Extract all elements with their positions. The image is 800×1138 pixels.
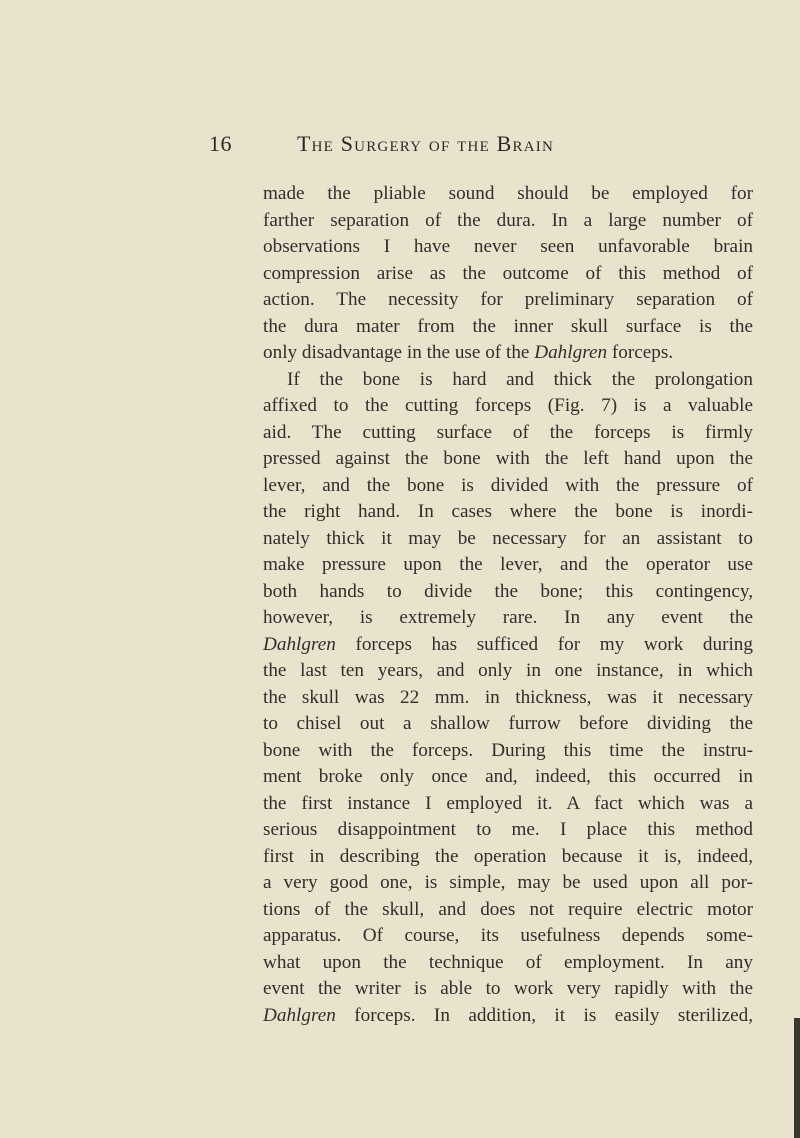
text-line <box>263 950 753 977</box>
text-segment: however, is extremely rare. In any event the <box>263 607 753 628</box>
text-segment: apparatus. Of course, its usefulness depends some- <box>263 925 753 946</box>
body-text <box>263 181 753 1029</box>
text-line <box>263 632 753 659</box>
text-line <box>263 208 753 235</box>
text-segment: affixed to the cutting forceps (Fig. 7) is a valuable <box>263 395 753 416</box>
text-segment: forceps. In addition, it is easily sterilized, <box>335 1004 753 1026</box>
text-line <box>263 393 753 420</box>
running-title: The Surgery of the Brain <box>297 131 554 156</box>
text-segment: aid. The cutting surface of the forceps is firmly <box>263 421 753 443</box>
text-line <box>263 976 753 1003</box>
text-line <box>263 579 753 606</box>
text-line <box>263 870 753 897</box>
text-segment: the last ten years, and only in one instance, in which <box>263 660 753 681</box>
text-line <box>263 605 753 632</box>
text-segment: what upon the technique of employment. In any <box>263 951 753 973</box>
text-line <box>263 844 753 871</box>
text-line <box>263 287 753 314</box>
text-line <box>263 446 753 473</box>
text-line <box>263 764 753 791</box>
text-line <box>263 817 753 844</box>
italic-text: Dahlgren <box>263 1004 336 1026</box>
text-segment: both hands to divide the bone; this contingency, <box>263 580 753 602</box>
page-edge-shadow <box>794 1018 800 1138</box>
text-segment: ment broke only once and, indeed, this occurred in <box>263 766 753 787</box>
text-segment: serious disappointment to me. I place this method <box>263 819 753 840</box>
text-line <box>263 181 753 208</box>
text-line <box>263 923 753 950</box>
text-segment: nately thick it may be necessary for an assistant to <box>263 527 753 549</box>
text-line <box>263 526 753 553</box>
text-segment: observations I have never seen unfavorable brain <box>263 236 753 257</box>
text-line <box>263 340 753 367</box>
text-segment: action. The necessity for preliminary separation of <box>263 289 753 310</box>
text-segment: first in describing the operation because it is, indeed, <box>263 845 753 867</box>
text-segment: lever, and the bone is divided with the pressure of <box>263 474 753 496</box>
text-line <box>263 897 753 924</box>
text-line <box>263 738 753 765</box>
text-line <box>263 552 753 579</box>
text-line <box>263 261 753 288</box>
text-segment: the dura mater from the inner skull surface is the <box>263 315 753 337</box>
text-line <box>263 314 753 341</box>
running-header <box>209 131 739 163</box>
text-line <box>263 473 753 500</box>
text-line <box>263 685 753 712</box>
text-segment: pressed against the bone with the left hand upon the <box>263 448 753 469</box>
text-segment: only disadvantage in the use of the <box>263 342 535 363</box>
italic-text: Dahlgren <box>534 342 608 363</box>
text-line <box>263 791 753 818</box>
text-segment: farther separation of the dura. In a large number of <box>263 209 753 231</box>
text-segment: make pressure upon the lever, and the operator use <box>263 554 753 575</box>
text-segment: If the bone is hard and thick the prolongation <box>287 368 753 390</box>
text-segment: event the writer is able to work very rapidly with the <box>263 978 753 999</box>
text-segment: a very good one, is simple, may be used upon all por- <box>263 872 753 893</box>
text-line <box>263 711 753 738</box>
text-line <box>263 367 753 394</box>
text-segment: forceps has sufficed for my work during <box>335 633 753 655</box>
text-line <box>263 658 753 685</box>
text-segment: bone with the forceps. During this time the instru- <box>263 739 753 761</box>
italic-text: Dahlgren <box>263 633 336 655</box>
text-segment: the right hand. In cases where the bone is inordi- <box>263 501 753 522</box>
text-segment: compression arise as the outcome of this method of <box>263 262 753 284</box>
text-segment: to chisel out a shallow furrow before dividing the <box>263 713 753 734</box>
text-segment: the first instance I employed it. A fact which was a <box>263 792 753 814</box>
text-line <box>263 234 753 261</box>
text-line <box>263 1003 753 1030</box>
text-line <box>263 499 753 526</box>
text-segment: forceps. <box>607 342 674 363</box>
text-segment: tions of the skull, and does not require electric motor <box>263 898 753 920</box>
text-line <box>263 420 753 447</box>
text-segment: made the pliable sound should be employed for <box>263 183 753 204</box>
text-segment: the skull was 22 mm. in thickness, was it necessary <box>263 686 753 708</box>
page-number: 16 <box>209 131 232 156</box>
